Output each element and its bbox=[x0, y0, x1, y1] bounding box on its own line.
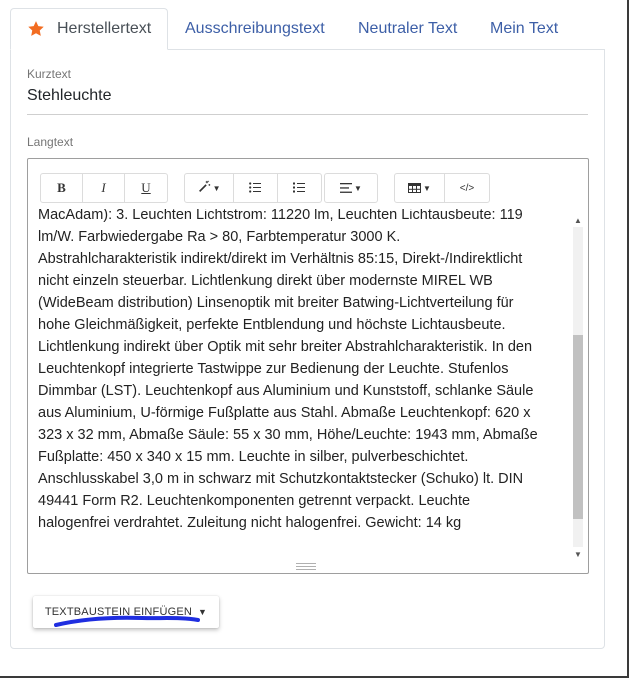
scroll-down-icon[interactable]: ▼ bbox=[574, 549, 582, 559]
text-line: lm/W. Farbwiedergabe Ra > 80, Farbtemperatur 3000 K. bbox=[38, 229, 401, 245]
kurztext-label: Kurztext bbox=[27, 67, 72, 81]
snippet-button-label: TEXTBAUSTEIN EINFÜGEN bbox=[44, 606, 193, 618]
codeview-button[interactable]: </> bbox=[459, 182, 475, 194]
tab-ausschreibungstext[interactable] bbox=[185, 8, 325, 50]
magic-wand-icon bbox=[198, 180, 211, 196]
style-button[interactable]: ▼ bbox=[185, 174, 234, 202]
kurztext-field[interactable]: Stehleuchte bbox=[27, 87, 112, 104]
text-line: aus Aluminium, U-förmige Fußplatte aus Stahl. Abmaße Leuchtenkopf: 620 x bbox=[38, 405, 531, 421]
text-line: hohe Gleichmäßigkeit, perfekte Entblendung und höchste Lichtausbeute. bbox=[38, 317, 506, 333]
scroll-up-icon[interactable]: ▲ bbox=[574, 215, 582, 225]
resize-handle[interactable] bbox=[296, 563, 316, 571]
tab-label: Herstellertext bbox=[57, 20, 152, 37]
langtext-content bbox=[38, 209, 566, 534]
annotation-underline bbox=[52, 610, 202, 630]
unordered-list-button[interactable] bbox=[234, 174, 277, 202]
star-icon bbox=[27, 20, 45, 38]
tab-label: Ausschreibungstext bbox=[185, 20, 325, 37]
caret-down-icon: ▼ bbox=[198, 607, 208, 617]
text-line: 49441 Form R2. Leuchtenkomponenten getrennt verpackt. Leuchte bbox=[38, 493, 471, 509]
langtext-label: Langtext bbox=[27, 135, 74, 149]
ordered-list-button[interactable] bbox=[278, 174, 321, 202]
bullet-list-icon bbox=[249, 181, 261, 196]
text-line: Anschlusskabel 3,0 m in schwarz mit Schutzkontaktstecker (Schuko) lt. DIN bbox=[38, 471, 524, 487]
paragraph-button[interactable]: ▼ bbox=[325, 174, 377, 202]
list-group bbox=[184, 173, 322, 203]
text-line: Leuchtenkopf integrierte Tastwippe zur Bedienung der Leuchte. Stufenlos bbox=[38, 361, 509, 377]
numbered-list-icon bbox=[293, 181, 305, 196]
tab-label: Mein Text bbox=[490, 20, 559, 37]
text-line: nicht einzeln steuerbar. Lichtlenkung direkt über modernste MIREL WB bbox=[38, 273, 493, 289]
tab-neutraler-text[interactable] bbox=[358, 8, 457, 50]
tab-herstellertext[interactable] bbox=[10, 8, 168, 50]
text-line: Fußplatte: 450 x 340 x 15 mm. Leuchte in silber, pulverbeschichtet. bbox=[38, 449, 469, 465]
text-line: MacAdam): 3. Leuchten Lichtstrom: 11220 lm, Leuchten Lichtausbeute: 119 bbox=[38, 209, 523, 223]
tab-panel bbox=[10, 49, 605, 649]
tab-bar bbox=[10, 8, 606, 50]
text-line: Lichtlenkung indirekt über Optik mit sehr breiter Abstrahlcharakteristik. In den bbox=[38, 339, 533, 355]
scrollbar-thumb[interactable] bbox=[573, 335, 583, 519]
text-line: 323 x 32 mm, Abmaße Säule: 55 x 30 mm, Höhe/Leuchte: 1943 mm, Abmaße bbox=[38, 427, 538, 443]
vertical-scrollbar[interactable] bbox=[571, 213, 585, 561]
underline-button[interactable]: U bbox=[141, 180, 151, 195]
tab-mein-text[interactable] bbox=[490, 8, 558, 50]
paragraph-group bbox=[324, 173, 378, 203]
insert-group bbox=[394, 173, 490, 203]
text-line: Dimmbar (LST). Leuchtenkopf aus Aluminium und Kunststoff, schlanke Säule bbox=[38, 383, 534, 399]
bold-button[interactable]: B bbox=[41, 174, 83, 202]
table-icon bbox=[408, 181, 421, 196]
langtext-textarea[interactable] bbox=[38, 209, 568, 555]
align-icon bbox=[340, 181, 352, 196]
text-line: halogenfrei verdrahtet. Zuleitung nicht halogenfrei. Gewicht: 14 kg bbox=[38, 515, 462, 531]
tab-label: Neutraler Text bbox=[358, 20, 458, 37]
table-button[interactable]: ▼ bbox=[395, 174, 445, 202]
font-style-group bbox=[40, 173, 168, 203]
kurztext-underline bbox=[27, 114, 588, 115]
italic-button[interactable]: I bbox=[83, 174, 125, 202]
rich-text-editor bbox=[27, 158, 589, 574]
text-line: Abstrahlcharakteristik indirekt/direkt im Verhältnis 85:15, Direkt-/Indirektlicht bbox=[38, 251, 523, 267]
text-line: (WideBeam distribution) Linsenoptik mit breiter Batwing-Lichtverteilung für bbox=[38, 295, 514, 311]
